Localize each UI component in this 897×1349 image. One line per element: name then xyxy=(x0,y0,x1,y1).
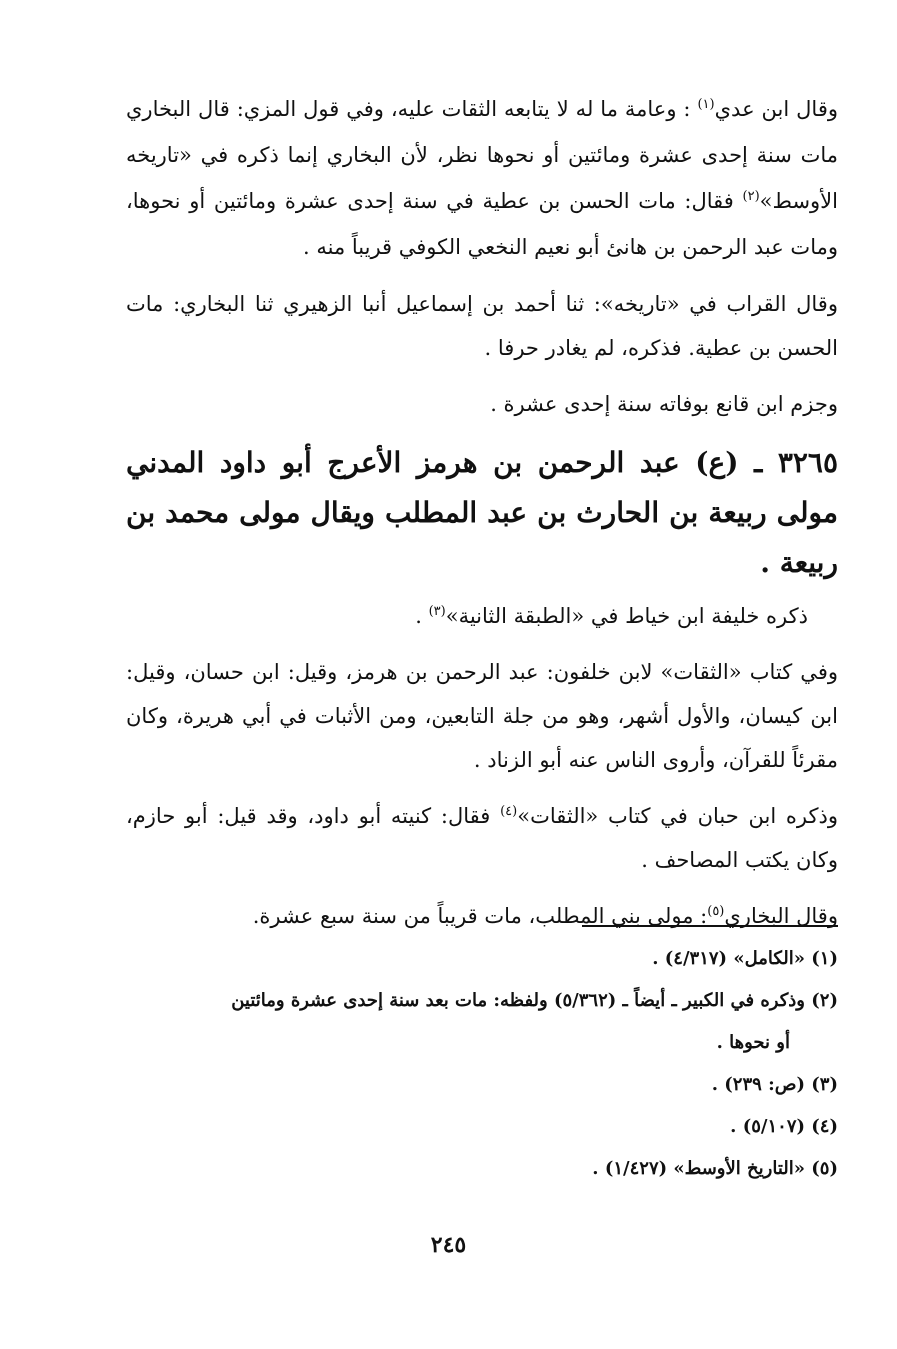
paragraph-5 xyxy=(126,794,838,882)
paragraph-6-part-b: : مولى بني المطلب، مات قريباً من سنة سبع عشرة. xyxy=(252,904,708,928)
paragraph-1-part-b: : وعامة ما له لا يتابعه الثقات عليه، وفي قول المزي: قال البخاري مات سنة إحدى عشرة ومائتين أو نحوها نظر، لأن البخاري إنما ذكره في «تاريخه الأوسط» xyxy=(126,97,838,213)
footnote-ref-1: (١) xyxy=(697,97,715,112)
footnotes xyxy=(126,938,838,1190)
paragraph-1 xyxy=(126,86,838,270)
entry-heading: ٣٢٦٥ ـ (ع) عبد الرحمن بن هرمز الأعرج أبو داود المدني مولى ربيعة بن الحارث بن عبد المطلب ويقال مولى محمد بن ربيعة . xyxy=(126,446,838,579)
footnote-4: (٤) (٥/١٠٧) . xyxy=(730,1116,838,1137)
footnote-ref-3: (٣) xyxy=(428,604,446,619)
paragraph-1-part-a: وقال ابن عدي xyxy=(714,97,839,121)
footnote-2: (٢) وذكره في الكبير ـ أيضاً ـ (٥/٣٦٢) ولفظه: مات بعد سنة إحدى عشرة ومائتين xyxy=(231,990,838,1011)
paragraph-5-part-b: فقال: كنيته أبو داود، وقد قيل: أبو حازم، وكان يكتب المصاحف . xyxy=(126,804,838,872)
paragraph-5-part-a: وذكره ابن حبان في كتاب «الثقات» xyxy=(517,804,838,828)
entry-source-line xyxy=(126,596,838,636)
footnote-divider xyxy=(582,925,838,927)
paragraph-3: وجزم ابن قانع بوفاته سنة إحدى عشرة . xyxy=(490,392,838,416)
entry-source-text: ذكره خليفة ابن خياط في «الطبقة الثانية» xyxy=(445,604,808,628)
footnote-3: (٣) (ص: ٢٣٩) . xyxy=(711,1074,838,1095)
paragraph-2: وقال القراب في «تاريخه»: ثنا أحمد بن إسماعيل أنبا الزهيري ثنا البخاري: مات الحسن بن عطية. فذكره، لم يغادر حرفا . xyxy=(126,292,838,360)
paragraph-4: وفي كتاب «الثقات» لابن خلفون: عبد الرحمن بن هرمز، وقيل: ابن حسان، وقيل: ابن كيسان، والأول أشهر، وهو من جلة التابعين، ومن الأثبات في أبي هريرة، وكان مقرئاً للقرآن، وأروى الناس عنه أبو الزناد . xyxy=(126,660,838,772)
main-text xyxy=(126,86,838,950)
paragraph-1-part-c: فقال: مات الحسن بن عطية في سنة إحدى عشرة ومائتين أو نحوها، ومات عبد الرحمن بن هانئ أبو نعيم النخعي الكوفي قريباً منه . xyxy=(126,189,838,259)
footnote-ref-5: (٥) xyxy=(707,904,725,919)
page-number: ٢٤٥ xyxy=(430,1232,467,1258)
entry-source-end: . xyxy=(415,604,429,628)
footnote-ref-2: (٢) xyxy=(742,189,760,204)
footnote-2-continuation: أو نحوها . xyxy=(716,1032,790,1053)
footnote-ref-4: (٤) xyxy=(500,804,518,819)
paragraph-6-part-a: وقال البخاري xyxy=(724,904,838,928)
footnote-5: (٥) «التاريخ الأوسط» (١/٤٢٧) . xyxy=(592,1158,838,1179)
footnote-1: (١) «الكامل» (٤/٣١٧) . xyxy=(652,948,838,969)
paragraph-6 xyxy=(126,894,838,938)
